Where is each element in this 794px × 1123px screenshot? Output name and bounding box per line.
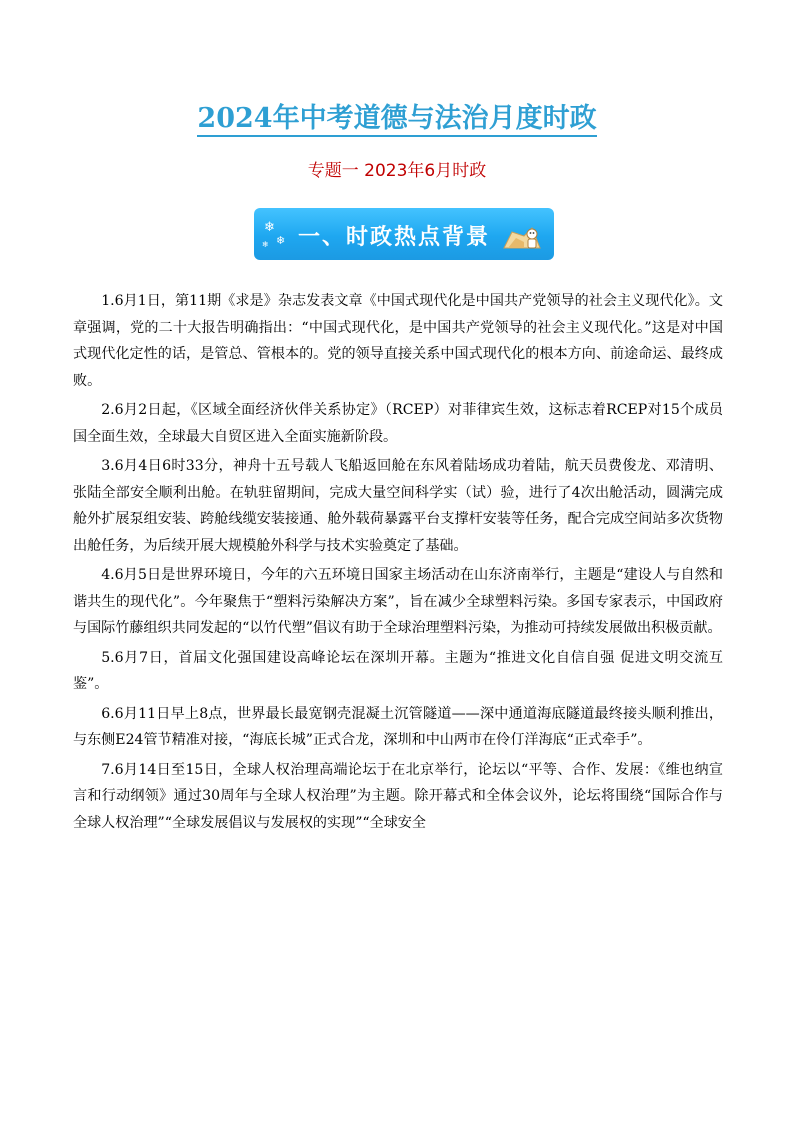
news-item-4: 4.6月5日是世界环境日，今年的六五环境日国家主场活动在山东济南举行，主题是“建设人与自然和谐共生的现代化”。今年聚焦于“塑料污染解决方案”，旨在减少全球塑料污染。多国专家表示，中国政府与国际竹藤组织共同发起的“以竹代塑”倡议有助于全球治理塑料污染，为推动可持续发展做出积极贡献。 — [73, 567, 723, 636]
snowflake-icon: ❄ — [262, 240, 269, 249]
article-body — [73, 288, 723, 839]
book-mascot-icon — [502, 220, 542, 252]
news-item-3: 3.6月4日6时33分，神舟十五号载人飞船返回舱在东风着陆场成功着陆，航天员费俊龙、邓清明、张陆全部安全顺利出舱。在轨驻留期间，完成大量空间科学实（试）验，进行了4次出舱活动，圆满完成舱外扩展泵组安装、跨舱线缆安装接通、舱外载荷暴露平台支撑杆安装等任务，配合完成空间站多次货物出舱任务，为后续开展大规模舱外科学与技术实验奠定了基础。 — [73, 458, 723, 554]
page-title-text: 2024年中考道德与法治月度时政 — [197, 103, 596, 137]
snowflake-icon: ❄ — [264, 220, 275, 235]
news-item-7: 7.6月14日至15日，全球人权治理高端论坛于在北京举行，论坛以“平等、合作、发展：《维也纳宣言和行动纲领》通过30周年与全球人权治理”为主题。除开幕式和全体会议外，论坛将围绕“国际合作与全球人权治理”“全球发展倡议与发展权的实现”“全球安全 — [73, 761, 723, 831]
news-item-5: 5.6月7日，首届文化强国建设高峰论坛在深圳开幕。主题为“推进文化自信自强 促进文明交流互鉴”。 — [73, 649, 723, 692]
page-title — [0, 96, 794, 135]
news-item-1: 1.6月1日，第11期《求是》杂志发表文章《中国式现代化是中国共产党领导的社会主义现代化》。文章强调，党的二十大报告明确指出：“中国式现代化，是中国共产党领导的社会主义现代化。”这是对中国式现代化定性的话，是管总、管根本的。党的领导直接关系中国式现代化的根本方向、前途命运、最终成败。 — [73, 293, 723, 389]
page-subtitle: 专题一 2023年6月时政 — [307, 161, 487, 181]
news-item-6: 6.6月11日早上8点，世界最长最宽钢壳混凝土沉管隧道——深中通道海底隧道最终接头顺利推出，与东侧E24管节精准对接，“海底长城”正式合龙，深圳和中山两市在伶仃洋海底“正式牵手”。 — [73, 705, 723, 748]
section-banner — [254, 208, 554, 260]
section-banner-label: 一、时政热点背景 — [298, 225, 491, 250]
news-item-2: 2.6月2日起，《区域全面经济伙伴关系协定》（RCEP）对菲律宾生效，这标志着RCEP对15个成员国全面生效，全球最大自贸区进入全面实施新阶段。 — [73, 402, 723, 445]
snowflake-icon: ❄ — [276, 234, 286, 247]
